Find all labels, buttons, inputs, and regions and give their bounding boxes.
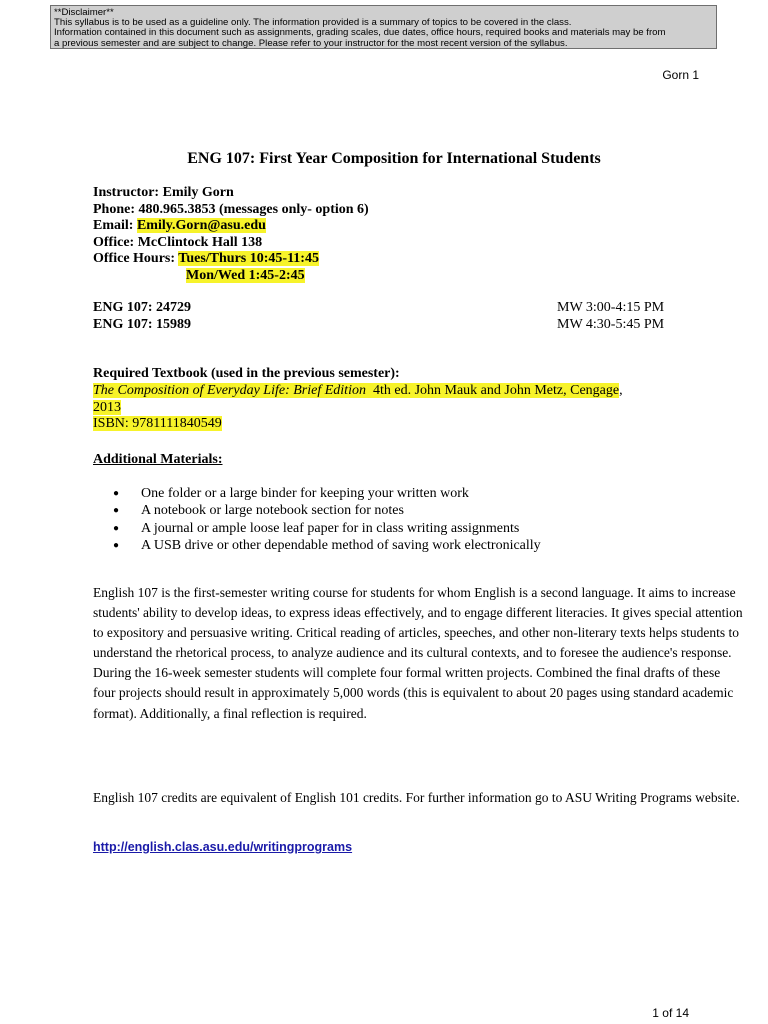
textbook-title: The Composition of Everyday Life: Brief Edition — [93, 382, 366, 398]
office-hours-label: Office Hours: — [93, 251, 176, 267]
office-hours-row-2 — [93, 268, 369, 285]
office-hours-row — [93, 251, 369, 268]
course-sections — [93, 300, 673, 333]
instructor-row — [93, 185, 369, 202]
course-description: English 107 is the first-semester writing course for students for whom English is a second language. It aims to increase students' ability to develop ideas, to express ideas effectively, and to engage different literacies. It gives special attention to expository and persuasive writing. Critical reading of articles, speeches, and other non-literary texts helps students to understand the rhetorical process, to analyze audience and its cultural contexts, and to foresee the audience's response. During the 16-week semester students will complete four formal written projects. Combined the final drafts of these four projects should result in approximately 5,000 words (this is equivalent to about 20 pages using standard academic format). Additionally, a final reflection is required. — [93, 585, 743, 721]
textbook-details: 4th ed. John Mauk and John Metz, Cengage — [372, 382, 620, 398]
list-item: ● A notebook or large notebook section for notes — [113, 502, 541, 519]
credits-note: English 107 credits are equivalent of English 101 credits. For further information go to ASU Writing Programs website. — [93, 790, 740, 805]
additional-materials-heading: Additional Materials: — [93, 452, 223, 467]
disclaimer-line: a previous semester and are subject to change. Please refer to your instructor for the most recent version of the syllabus. — [54, 37, 568, 49]
section-time: MW 4:30-5:45 PM — [557, 316, 665, 332]
running-head: Gorn 1 — [662, 68, 699, 82]
disclaimer-line: Information contained in this document such as assignments, grading scales, due dates, office hours, required books and materials may be from — [54, 27, 666, 39]
disclaimer-line: **Disclaimer** — [54, 7, 114, 18]
writing-programs-link[interactable]: http://english.clas.asu.edu/writingprograms — [93, 840, 353, 854]
document-title: ENG 107: First Year Composition for International Students — [187, 150, 601, 167]
section-row — [93, 317, 673, 334]
materials-list — [113, 485, 541, 554]
textbook-comma: , — [619, 382, 623, 398]
required-textbook — [93, 366, 688, 433]
instructor-info — [93, 185, 369, 285]
instructor-name: Emily Gorn — [162, 185, 234, 200]
instructor-label: Instructor: — [93, 185, 160, 200]
section-course: ENG 107: 24729 — [93, 300, 191, 315]
phone-value: 480.965.3853 (messages only- option 6) — [138, 201, 369, 217]
textbook-year: 2013 — [93, 399, 121, 415]
office-label: Office: — [93, 234, 135, 250]
section-row — [93, 300, 673, 317]
email-row — [93, 218, 369, 235]
office-row — [93, 235, 369, 252]
page-indicator: 1 of 14 — [652, 1006, 689, 1020]
list-item: ● One folder or a large binder for keeping your written work — [113, 485, 541, 502]
office-hours-2: Mon/Wed 1:45-2:45 — [186, 267, 305, 283]
phone-row — [93, 202, 369, 219]
textbook-isbn: ISBN: 9781111840549 — [93, 416, 222, 432]
office-hours-1: Tues/Thurs 10:45-11:45 — [178, 251, 319, 267]
list-item: ● A USB drive or other dependable method of saving work electronically — [113, 537, 541, 554]
section-time: MW 3:00-4:15 PM — [557, 300, 665, 315]
email-value[interactable]: Emily.Gorn@asu.edu — [136, 218, 266, 234]
disclaimer-line: This syllabus is to be used as a guideline only. The information provided is a summary of topics to be covered in the class. — [54, 17, 572, 29]
section-course: ENG 107: 15989 — [93, 316, 191, 332]
textbook-heading: Required Textbook (used in the previous semester): — [93, 366, 400, 381]
list-item: ● A journal or ample loose leaf paper for in class writing assignments — [113, 520, 541, 537]
phone-label: Phone: — [93, 201, 135, 217]
email-label: Email: — [93, 218, 134, 234]
textbook-citation — [93, 383, 688, 433]
office-value: McClintock Hall 138 — [137, 234, 263, 250]
disclaimer-box — [50, 5, 717, 49]
